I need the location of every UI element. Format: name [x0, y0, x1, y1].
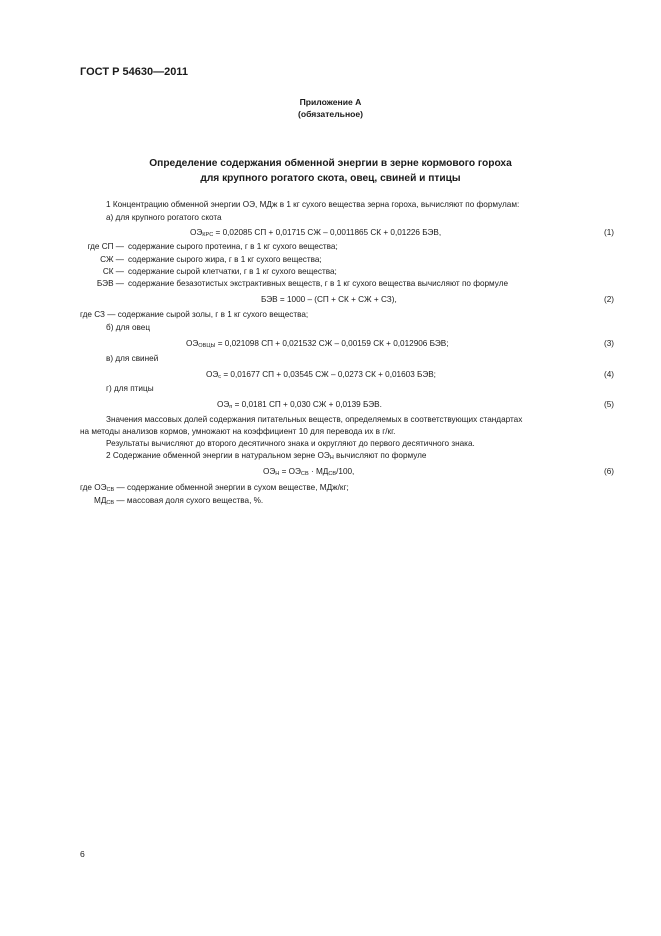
equation-1: $ОЭ_{КРС} = 0,02085$ СП + 0,01715 СЖ – 0,0011865 СК + 0,01226 БЭВ, [190, 228, 442, 238]
equation-3-number: (3) [603, 339, 614, 348]
paragraph-1: 1 Концентрацию обменной энергии ОЭ, МДж в 1 кг сухого вещества зерна гороха, вычисляют по формулам: [106, 200, 520, 209]
definition-md-sv: $МД_{СВ}$ — массовая доля сухого вещества, %. [94, 496, 264, 506]
definition-term-bev: БЭВ — [96, 279, 124, 288]
document-header: ГОСТ Р 54630—2011 [80, 66, 188, 78]
appendix-title-line-2: для крупного рогатого скота, овец, свиней и птицы [200, 173, 461, 184]
equation-1-number: (1) [603, 228, 614, 237]
equation-4: $ОЭ_с = 0,01677$ СП + 0,03545 СЖ – 0,0273 СК + 0,01603 БЭВ; [206, 370, 436, 380]
definition-text-szh: содержание сырого жира, г в 1 кг сухого вещества; [128, 255, 322, 264]
equation-4-number: (4) [603, 370, 614, 379]
definition-text-sp: содержание сырого протеина, г в 1 кг сухого вещества; [128, 242, 338, 251]
paragraph-3: Результаты вычисляют до второго десятичного знака и округляют до первого десятичного знака. [106, 439, 475, 448]
equation-5-number: (5) [603, 400, 614, 409]
item-g-label: г) для птицы [106, 384, 154, 393]
equation-3: $ОЭ_{ОВЦЫ} = 0,021098$ СП + 0,021532 СЖ – 0,00159 СК + 0,012906 БЭВ; [186, 339, 449, 349]
definition-text-sk: содержание сырой клетчатки, г в 1 кг сухого вещества; [128, 267, 337, 276]
appendix-label: Приложение А [299, 97, 362, 107]
equation-2: БЭВ = 1000 – (СП + СК + СЖ + СЗ), [261, 295, 397, 304]
definition-term-szh: СЖ — [100, 255, 124, 264]
equation-6: $ОЭ_Н = ОЭ_{СВ} \cdot МД_{СВ}/100$, [263, 467, 355, 477]
paragraph-2-line-2: на методы анализов кормов, умножают на коэффициент 10 для перевода их в г/кг. [80, 427, 396, 436]
definition-term-sp: где СП — [87, 242, 124, 251]
definition-sz: где СЗ — содержание сырой золы, г в 1 кг сухого вещества; [80, 310, 309, 319]
definition-text-bev: содержание безазотистых экстрактивных веществ, г в 1 кг сухого вещества вычисляют по формуле [128, 279, 509, 288]
page-number: 6 [80, 849, 85, 859]
equation-5: $ОЭ_п = 0,0181$ СП + 0,030 СЖ + 0,0139 БЭВ. [217, 400, 382, 410]
item-v-label: в) для свиней [106, 354, 159, 363]
appendix-status: (обязательное) [297, 109, 364, 119]
appendix-title-line-1: Определение содержания обменной энергии в зерне кормового гороха [149, 158, 512, 169]
item-a-label: а) для крупного рогатого скота [106, 213, 222, 222]
item-b-label: б) для овец [106, 323, 151, 332]
equation-2-number: (2) [603, 295, 614, 304]
equation-6-number: (6) [603, 467, 614, 476]
paragraph-4: 2 Содержание обменной энергии в натуральном зерне $ОЭ_Н$ вычисляют по формуле [106, 451, 427, 461]
definition-oe-sv: где $ОЭ_{СВ}$ — содержание обменной энергии в сухом веществе, МДж/кг; [80, 483, 349, 493]
definition-term-sk: СК — [102, 267, 124, 276]
paragraph-2-line-1: Значения массовых долей содержания питательных веществ, определяемых в соответствующих стандартах [106, 415, 523, 424]
